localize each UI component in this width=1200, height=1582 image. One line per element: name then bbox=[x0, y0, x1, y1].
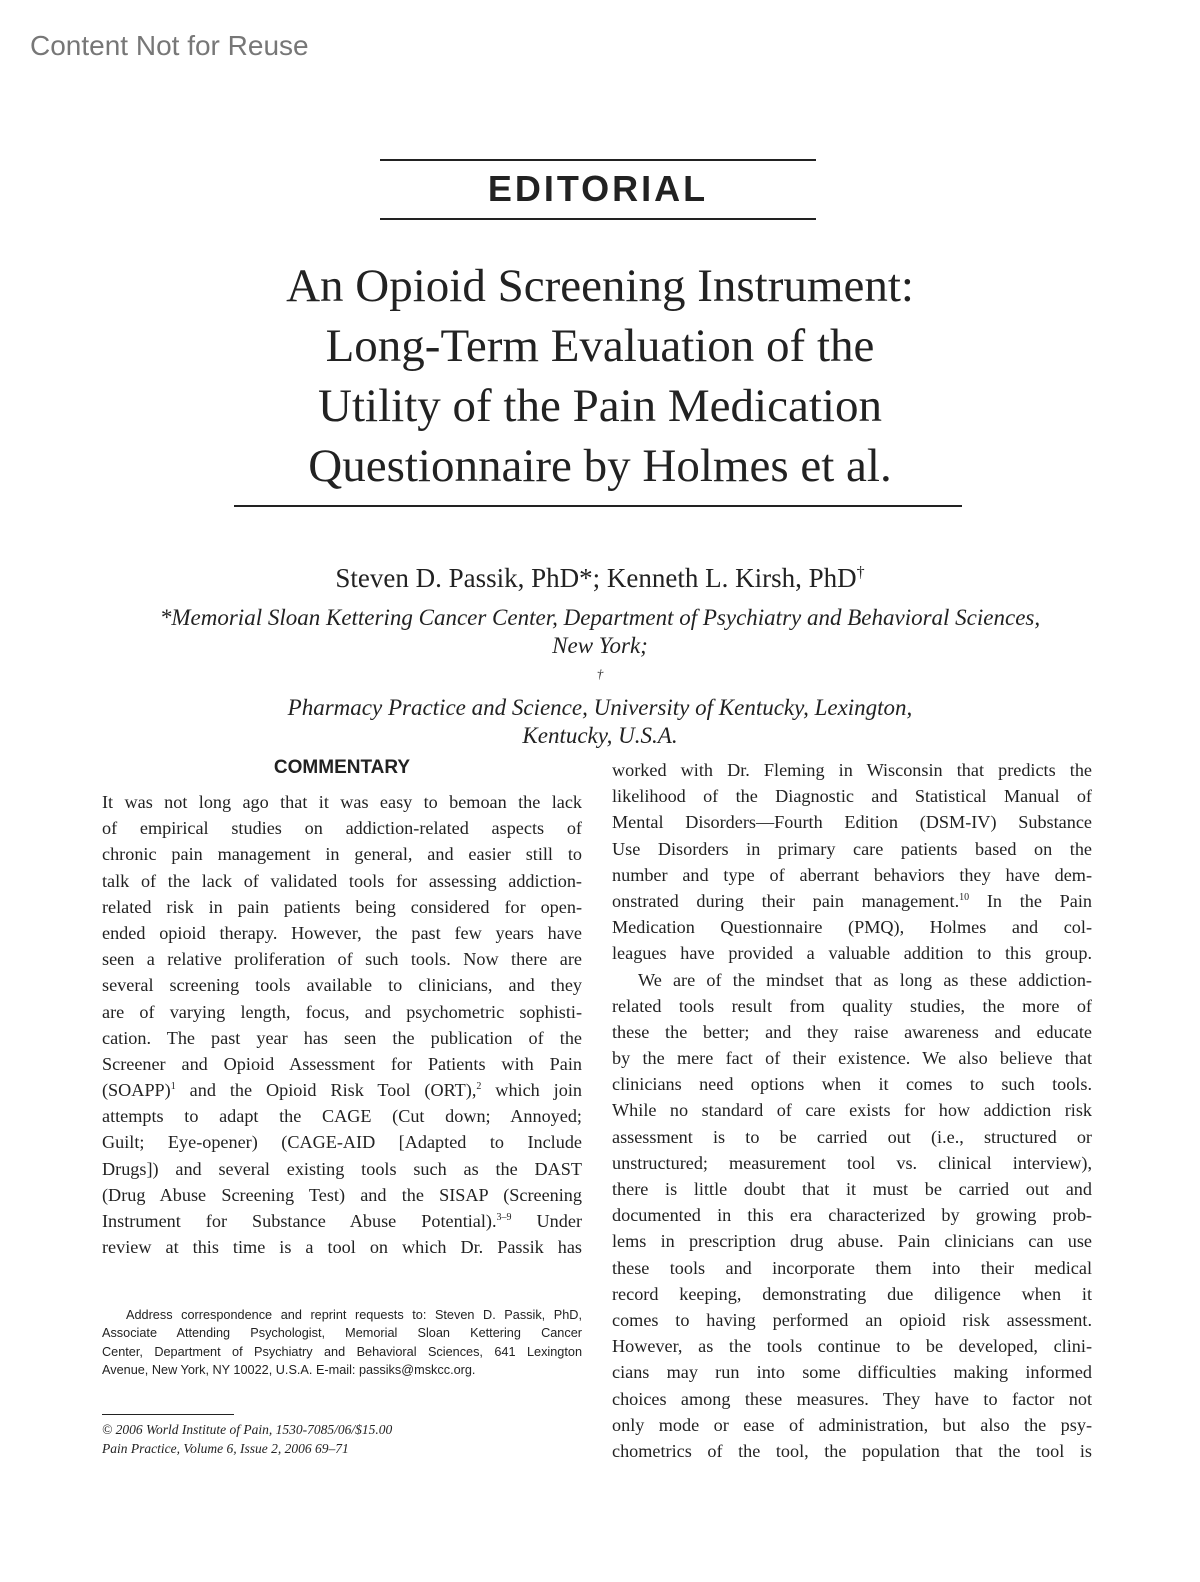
text-line: are of varying length, focus, and psychometric sophisti- bbox=[102, 1001, 582, 1022]
text-line: Drugs]) and several existing tools such as the DAST bbox=[102, 1158, 582, 1179]
text-line: ended opioid therapy. However, the past few years have bbox=[102, 922, 582, 943]
text-line: Use Disorders in primary care patients based on the bbox=[612, 838, 1092, 859]
text-line: related risk in pain patients being considered for open- bbox=[102, 896, 582, 917]
text-line bbox=[102, 1208, 582, 1234]
author-separator: ; bbox=[592, 563, 607, 593]
text-line: seen a relative proliferation of such tools. Now there are bbox=[102, 949, 582, 970]
text-run: Instrument for Substance Abuse Potential). bbox=[102, 1211, 497, 1231]
section-rule bbox=[380, 218, 816, 220]
author-mark: * bbox=[579, 563, 593, 593]
authors bbox=[100, 563, 1100, 594]
section-label: EDITORIAL bbox=[487, 168, 709, 209]
address-line: Associate Attending Psychologist, Memorial Sloan Kettering Cancer bbox=[102, 1326, 582, 1341]
text-line: attempts to adapt the CAGE (Cut down; Annoyed; bbox=[102, 1106, 582, 1127]
footnote-rule bbox=[102, 1414, 234, 1415]
left-column-text bbox=[102, 789, 582, 1260]
journal-citation: Pain Practice, Volume 6, Issue 2, 2006 69–71 bbox=[102, 1441, 349, 1456]
text-line: Medication Questionnaire (PMQ), Holmes and col- bbox=[612, 917, 1092, 938]
text-run: In the Pain bbox=[969, 890, 1092, 911]
text-line: While no standard of care exists for how addiction risk bbox=[612, 1100, 1092, 1121]
copyright-notice bbox=[102, 1420, 392, 1458]
affiliation-line bbox=[80, 632, 1120, 722]
citation-ref: 3–9 bbox=[496, 1211, 512, 1223]
text-run: (SOAPP) bbox=[102, 1080, 171, 1101]
article-title bbox=[150, 256, 1050, 496]
author-mark: † bbox=[856, 564, 865, 581]
text-line: leagues have provided a valuable addition to this group. bbox=[612, 943, 1092, 964]
text-line: assessment is to be carried out (i.e., structured or bbox=[612, 1126, 1092, 1147]
author-name: Steven D. Passik, PhD bbox=[335, 563, 580, 593]
text-line: (Drug Abuse Screening Test) and the SISAP (Screening bbox=[102, 1184, 582, 1205]
text-line: talk of the lack of validated tools for assessing addiction- bbox=[102, 870, 582, 891]
text-line: It was not long ago that it was easy to bemoan the lack bbox=[102, 792, 582, 812]
text-line: record keeping, demonstrating due diligence when it bbox=[612, 1283, 1092, 1304]
title-line: An Opioid Screening Instrument: bbox=[286, 260, 914, 312]
text-line: review at this time is a tool on which Dr. Passik has bbox=[102, 1237, 582, 1258]
address-line: Center, Department of Psychiatry and Behavioral Sciences, 641 Lexington bbox=[102, 1344, 582, 1359]
watermark: Content Not for Reuse bbox=[30, 30, 309, 61]
text-line: clinicians need options when it comes to such tools. bbox=[612, 1074, 1092, 1095]
text-line: cians may run into some difficulties making informed bbox=[612, 1362, 1092, 1383]
text-line: by the mere fact of their existence. We also believe that bbox=[612, 1048, 1092, 1069]
text-line: lems in prescription drug abuse. Pain clinicians can use bbox=[612, 1231, 1092, 1252]
text-line: several screening tools available to clinicians, and they bbox=[102, 975, 582, 996]
affiliation-mark: † bbox=[596, 666, 604, 681]
text-line: related tools result from quality studies, the more of bbox=[612, 995, 1092, 1016]
text-line: Guilt; Eye-opener) (CAGE-AID [Adapted to Include bbox=[102, 1132, 582, 1153]
affiliation-text: New York; bbox=[552, 633, 648, 658]
text-run: onstrated during their pain management. bbox=[612, 890, 960, 911]
text-line: unstructured; measurement tool vs. clinical interview), bbox=[612, 1152, 1092, 1173]
text-line: only mode or ease of administration, but also the psy- bbox=[612, 1414, 1092, 1435]
citation-ref: 1 bbox=[170, 1081, 176, 1092]
text-line: there is little doubt that it must be carried out and bbox=[612, 1179, 1092, 1199]
text-run: which join bbox=[481, 1080, 582, 1101]
address-line: Avenue, New York, NY 10022, U.S.A. E-mail: passiks@mskcc.org. bbox=[102, 1362, 476, 1377]
text-line: chronic pain management in general, and easier still to bbox=[102, 844, 582, 865]
text-line: likelihood of the Diagnostic and Statistical Manual of bbox=[612, 786, 1092, 807]
citation-ref: 10 bbox=[959, 891, 970, 903]
citation-ref: 2 bbox=[476, 1081, 482, 1092]
right-column-text bbox=[612, 757, 1092, 1464]
affiliation-line: *Memorial Sloan Kettering Cancer Center, Department of Psychiatry and Behavioral Sciences, bbox=[159, 605, 1041, 630]
top-rule bbox=[380, 159, 816, 161]
title-line: Utility of the Pain Medication bbox=[318, 380, 882, 432]
author-name: Kenneth L. Kirsh, PhD bbox=[606, 563, 857, 593]
text-line: these tools and incorporate them into their medical bbox=[612, 1257, 1092, 1278]
text-line: worked with Dr. Fleming in Wisconsin that predicts the bbox=[612, 760, 1092, 780]
text-line: Screener and Opioid Assessment for Patients with Pain bbox=[102, 1053, 582, 1074]
title-line: Questionnaire by Holmes et al. bbox=[308, 440, 892, 492]
text-line: number and type of aberrant behaviors they have dem- bbox=[612, 864, 1092, 885]
text-line: cation. The past year has seen the publication of the bbox=[102, 1027, 582, 1048]
text-line: these the better; and they raise awareness and educate bbox=[612, 1021, 1092, 1042]
text-line: chometrics of the tool, the population that the tool is bbox=[612, 1440, 1092, 1461]
text-line bbox=[612, 888, 1092, 914]
title-line: Long-Term Evaluation of the bbox=[325, 320, 875, 372]
title-rule bbox=[234, 505, 962, 507]
text-line: comes to having performed an opioid risk assessment. bbox=[612, 1309, 1092, 1330]
affiliations bbox=[80, 604, 1120, 750]
commentary-heading: COMMENTARY bbox=[273, 757, 411, 778]
text-line: choices among these measures. They have to factor not bbox=[612, 1388, 1092, 1409]
text-line: documented in this era characterized by growing prob- bbox=[612, 1205, 1092, 1226]
text-run: and the Opioid Risk Tool (ORT), bbox=[175, 1080, 477, 1101]
text-line: We are of the mindset that as long as these addiction- bbox=[638, 969, 1092, 990]
text-run: Under bbox=[511, 1211, 582, 1231]
copyright-line: © 2006 World Institute of Pain, 1530-7085/06/$15.00 bbox=[102, 1422, 393, 1437]
correspondence-address bbox=[102, 1306, 582, 1379]
text-line: of empirical studies on addiction-related aspects of bbox=[102, 818, 582, 839]
text-line bbox=[102, 1077, 582, 1103]
address-line: Address correspondence and reprint requests to: Steven D. Passik, PhD, bbox=[126, 1308, 582, 1322]
text-line: However, as the tools continue to be developed, clini- bbox=[612, 1336, 1092, 1357]
text-line: Mental Disorders—Fourth Edition (DSM-IV) Substance bbox=[612, 812, 1092, 833]
affiliation-line: Kentucky, U.S.A. bbox=[522, 722, 678, 748]
affiliation-text: Pharmacy Practice and Science, University of Kentucky, Lexington, bbox=[287, 694, 913, 720]
